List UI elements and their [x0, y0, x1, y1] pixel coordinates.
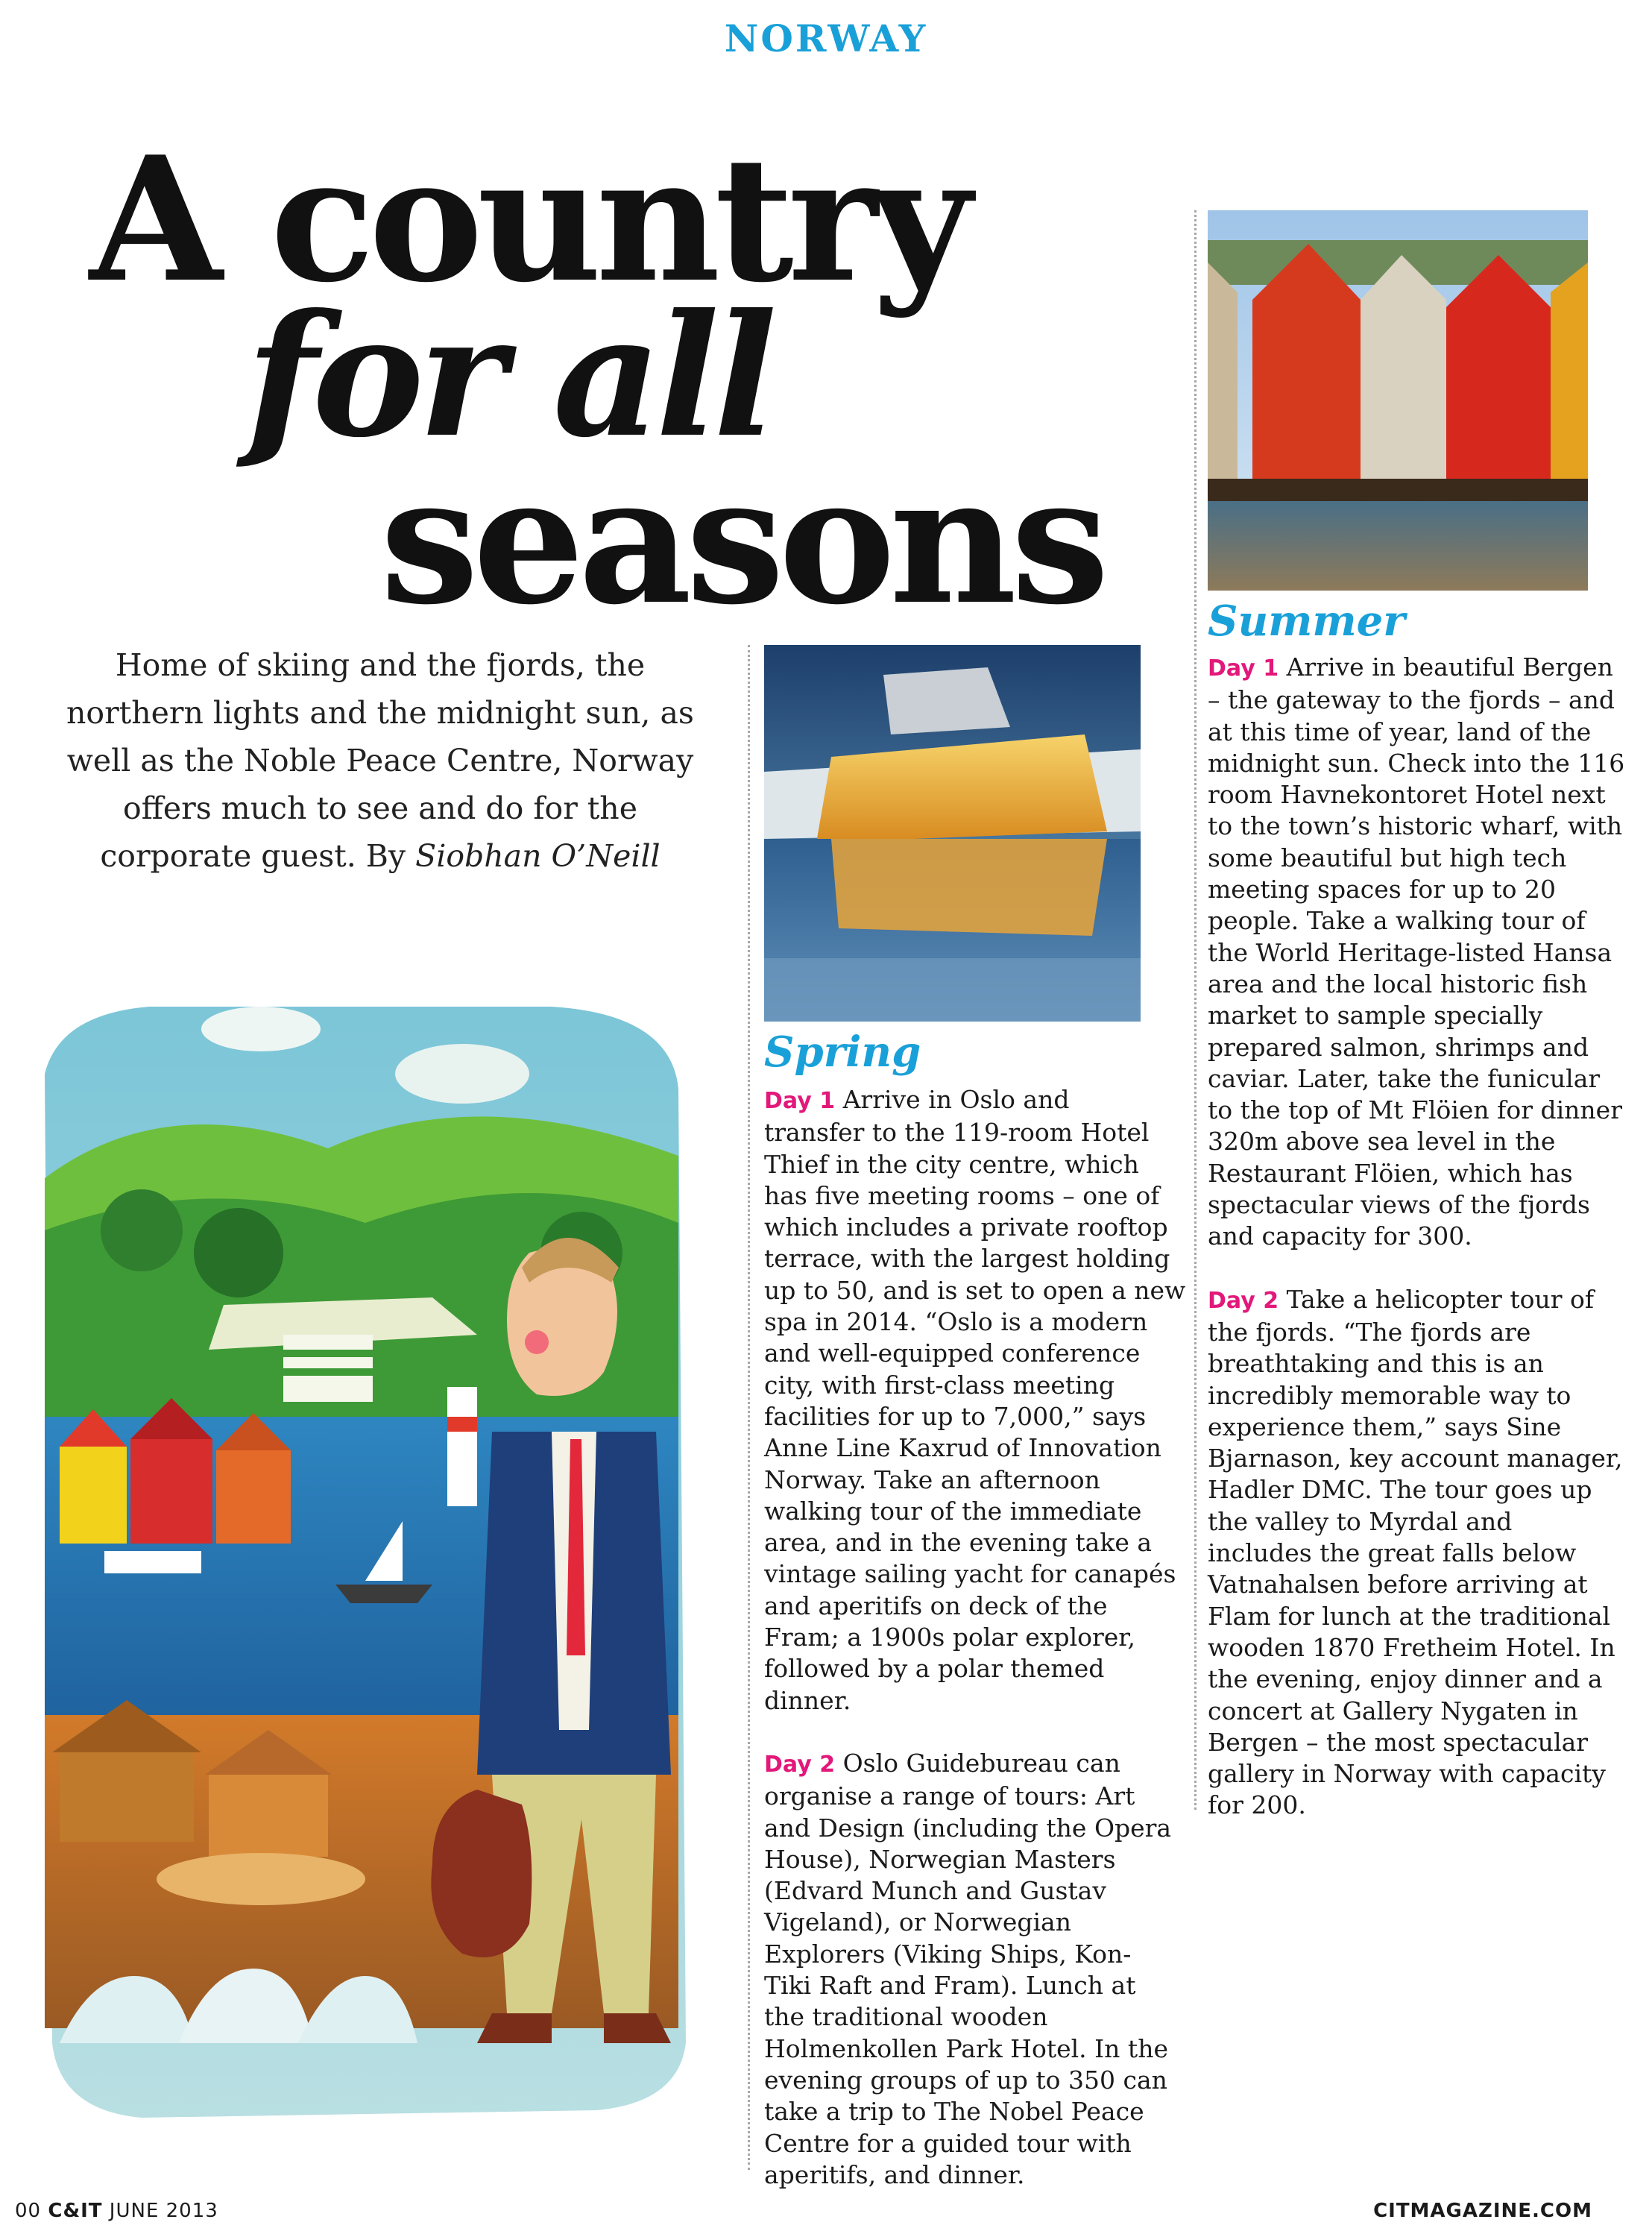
text-line: to the top of Mt Flöien for dinner: [1208, 1095, 1622, 1125]
text-line: the valley to Myrdal and: [1208, 1506, 1513, 1536]
column-divider: [1194, 210, 1197, 1810]
day-label: Day 1: [764, 1088, 836, 1114]
day-label: Day 1: [1208, 655, 1279, 682]
standfirst-line: well as the Noble Peace Centre, Norway: [66, 743, 694, 778]
headline: [89, 119, 1148, 644]
text-line: and capacity for 300.: [1208, 1221, 1472, 1251]
text-line: the evening, enjoy dinner and a: [1208, 1664, 1603, 1694]
text-line: Centre for a guided tour with: [764, 2128, 1132, 2158]
summer-heading: Summer: [1208, 597, 1405, 646]
text-line: Tiki Raft and Fram). Lunch at: [764, 1971, 1136, 2001]
headline-line-3: seasons: [380, 438, 1104, 644]
text-line: prepared salmon, shrimps and: [1208, 1032, 1589, 1062]
text-line: market to sample specially: [1208, 1001, 1543, 1031]
text-line: which includes a private rooftop: [764, 1212, 1168, 1242]
text-line: followed by a polar themed: [764, 1654, 1105, 1684]
day-label: Day 2: [1208, 1287, 1279, 1314]
text-line: organise a range of tours: Art: [764, 1781, 1135, 1811]
text-line: Norway. Take an afternoon: [764, 1464, 1100, 1494]
text-line: city, with first-class meeting: [764, 1370, 1115, 1400]
text-line: spectacular views of the fjords: [1208, 1190, 1590, 1220]
text-line: midnight sun. Check into the 116: [1208, 748, 1625, 778]
text-line: to the town’s historic wharf, with: [1208, 811, 1623, 841]
text-line: [1208, 1284, 1640, 1317]
magazine-website: CITMAGAZINE.COM: [1373, 2200, 1592, 2222]
text-line: walking tour of the immediate: [764, 1496, 1142, 1526]
spring-day1-paragraph: [764, 1084, 1186, 1717]
text-fragment: Oslo Guidebureau can: [835, 1748, 1120, 1778]
text-line: [764, 1084, 1182, 1117]
text-line: up to 50, and is set to open a new: [764, 1275, 1186, 1305]
text-line: room Havnekontoret Hotel next: [1208, 780, 1606, 810]
text-line: for 200.: [1208, 1790, 1306, 1820]
text-line: facilities for up to 7,000,” says: [764, 1401, 1147, 1431]
magazine-name: C&IT: [48, 2200, 103, 2222]
text-line: Vigeland), or Norwegian: [764, 1907, 1071, 1937]
text-line: experience them,” says Sine: [1208, 1412, 1562, 1441]
standfirst-line: Home of skiing and the fjords, the: [115, 647, 646, 683]
text-line: evening groups of up to 350 can: [764, 2065, 1167, 2095]
headline-line-1: A country: [89, 119, 966, 321]
text-line: Bjarnason, key account manager,: [1208, 1444, 1623, 1473]
spring-heading: Spring: [764, 1028, 921, 1077]
summer-column: [1208, 652, 1640, 1822]
bergen-wharf-photo: [1208, 210, 1588, 591]
text-line: Fram; a 1900s polar explorer,: [764, 1623, 1135, 1652]
text-line: vintage sailing yacht for canapés: [764, 1559, 1176, 1589]
oslo-opera-house-photo: [764, 645, 1141, 1022]
text-line: gallery in Norway with capacity: [1208, 1759, 1606, 1789]
text-line: – the gateway to the fjords – and: [1208, 685, 1615, 715]
text-line: Bergen – the most spectacular: [1208, 1727, 1589, 1757]
day-label: Day 2: [764, 1751, 836, 1778]
spring-day2-paragraph: [764, 1748, 1182, 2191]
text-line: terrace, with the largest holding: [764, 1244, 1170, 1274]
text-line: (Edvard Munch and Gustav: [764, 1876, 1106, 1906]
standfirst-line: [45, 832, 716, 880]
text-line: people. Take a walking tour of: [1208, 906, 1586, 936]
summer-day2-paragraph: [1208, 1284, 1640, 1822]
text-line: at this time of year, land of the: [1208, 717, 1592, 746]
text-line: House), Norwegian Masters: [764, 1844, 1116, 1874]
spring-column: [764, 1084, 1186, 2191]
standfirst-line: offers much to see and do for the: [123, 790, 637, 826]
text-line: Explorers (Viking Ships, Kon-: [764, 1939, 1132, 1969]
author-byline: Siobhan O’Neill: [415, 838, 661, 874]
text-line: area and the local historic fish: [1208, 969, 1588, 998]
text-line: wooden 1870 Fretheim Hotel. In: [1208, 1632, 1615, 1662]
text-line: take a trip to The Nobel Peace: [764, 2097, 1144, 2127]
text-line: caviar. Later, take the funicular: [1208, 1063, 1601, 1093]
text-line: spa in 2014. “Oslo is a modern: [764, 1307, 1148, 1337]
headline-line-2: for all: [246, 278, 772, 475]
text-fragment: Arrive in beautiful Bergen: [1279, 652, 1613, 682]
text-line: Flam for lunch at the traditional: [1208, 1601, 1611, 1631]
text-line: [764, 1748, 1182, 1781]
issue-date: JUNE 2013: [109, 2200, 218, 2222]
text-line: meeting spaces for up to 20: [1208, 875, 1557, 904]
page-number: 00: [15, 2200, 42, 2222]
page-folio: [15, 2200, 218, 2222]
text-line: concert at Gallery Nygaten in: [1208, 1696, 1578, 1725]
text-line: aperitifs, and dinner.: [764, 2159, 1025, 2189]
text-line: and well-equipped conference: [764, 1338, 1141, 1368]
text-fragment: Arrive in Oslo and: [835, 1085, 1070, 1114]
text-line: Vatnahalsen before arriving at: [1208, 1570, 1588, 1599]
text-fragment: Take a helicopter tour of: [1279, 1284, 1595, 1314]
norway-illustration: [15, 984, 708, 2125]
text-line: some beautiful but high tech: [1208, 843, 1567, 872]
text-line: the traditional wooden: [764, 2002, 1048, 2032]
standfirst-line: northern lights and the midnight sun, as: [66, 695, 694, 731]
text-line: has five meeting rooms – one of: [764, 1180, 1160, 1210]
text-line: transfer to the 119-room Hotel: [764, 1118, 1150, 1148]
section-tag: NORWAY: [724, 16, 928, 60]
text-line: Anne Line Kaxrud of Innovation: [764, 1433, 1161, 1463]
text-line: includes the great falls below: [1208, 1538, 1577, 1568]
column-divider: [748, 645, 750, 2170]
text-line: Holmenkollen Park Hotel. In the: [764, 2033, 1168, 2063]
text-line: and Design (including the Opera: [764, 1813, 1172, 1843]
text-line: the World Heritage-listed Hansa: [1208, 937, 1612, 967]
text-line: Hadler DMC. The tour goes up: [1208, 1475, 1592, 1505]
text-line: [1208, 652, 1640, 685]
standfirst: [45, 641, 716, 880]
standfirst-last-line: corporate guest. By: [100, 838, 416, 874]
text-line: dinner.: [764, 1685, 851, 1715]
text-line: Thief in the city centre, which: [764, 1149, 1139, 1179]
text-line: 320m above sea level in the: [1208, 1127, 1556, 1157]
text-line: area, and in the evening take a: [764, 1528, 1153, 1558]
summer-day1-paragraph: [1208, 652, 1640, 1253]
text-line: Restaurant Flöien, which has: [1208, 1158, 1573, 1188]
text-line: incredibly memorable way to: [1208, 1380, 1571, 1410]
text-line: and aperitifs on deck of the: [764, 1591, 1108, 1620]
text-line: the fjords. “The fjords are: [1208, 1317, 1531, 1347]
text-line: breathtaking and this is an: [1208, 1349, 1544, 1379]
